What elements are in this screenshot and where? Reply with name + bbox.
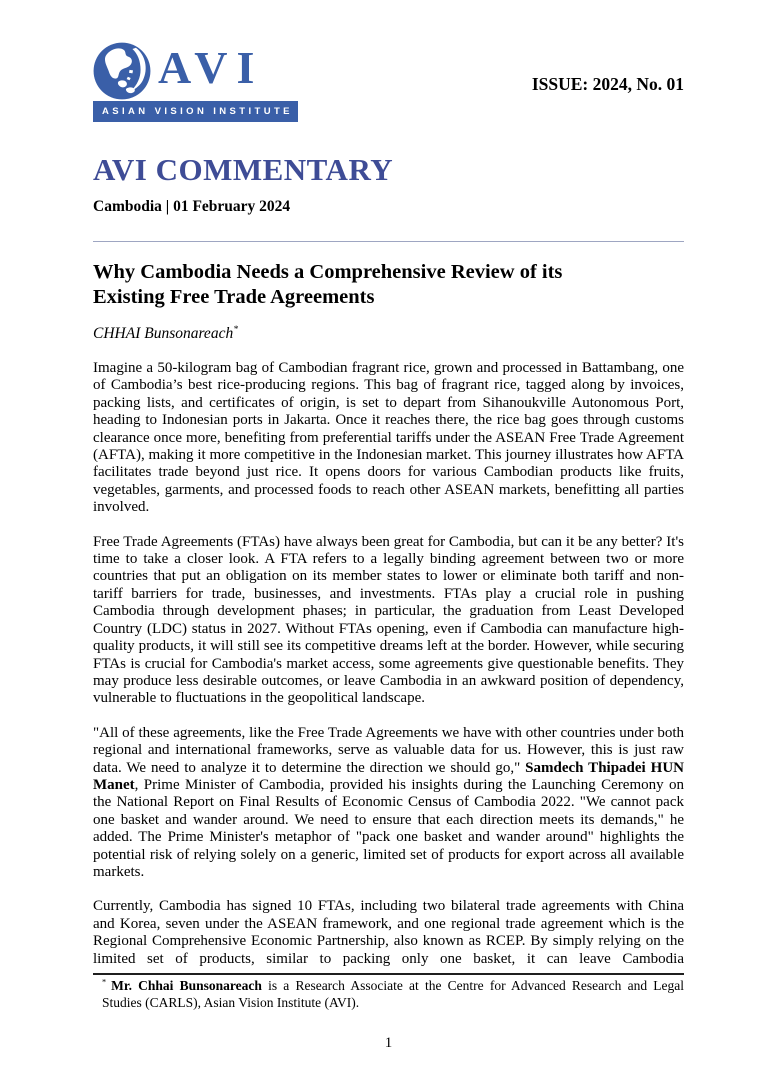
body-paragraph-1: Imagine a 50-kilogram bag of Cambodian fragrant rice, grown and processed in Battambang, one of Cambodia’s best rice-producing regions. This bag of fragrant rice, tagged along by invoices, packing lists, and certificates of origin, is set to depart from Sihanoukville Autonomous Port, heading to Indonesian ports in Jakarta. Once it reaches there, the rice bag goes through customs clearance once more, benefiting from preferential tariffs under the ASEAN Free Trade Agreement (AFTA), making it more competitive in the Indonesian market. This journey illustrates how AFTA facilitates trade beyond just rice. It opens doors for various Cambodian products like fruits, vegetables, garments, and processed foods to reach other ASEAN markets, benefitting all parties involved. [93,360,684,516]
avi-logo-row [93,42,298,100]
globe-asia-icon [93,42,151,100]
dateline: Cambodia | 01 February 2024 [93,198,291,215]
issue-label: ISSUE: 2024, No. 01 [531,74,684,94]
body-paragraph-4: Currently, Cambodia has signed 10 FTAs, including two bilateral trade agreements with China and Korea, seven under the ASEAN framework, and one regional trade agreement which is the Regional Comprehensive Economic Partnership, also known as RCEP. By simply relying on the limited set of products, similar to packing only one basket, it can leave Cambodia [93,898,684,967]
footnote-separator [93,973,684,975]
avi-logo-acronym: AVI [158,42,264,93]
masthead-title: AVI COMMENTARY [93,152,394,187]
body-paragraph-2: Free Trade Agreements (FTAs) have always been great for Cambodia, but can it be any better? It's time to take a closer look. A FTA refers to a legally binding agreement between two or more countries that put an obligation on its member states to lower or eliminate both tariff and non-tariff barriers for trade, businesses, and investments. FTAs play a crucial role in pushing Cambodia through development phases; in particular, the graduation from Least Developed Country (LDC) status in 2027. Without FTAs opening, even if Cambodia can manufacture high-quality products, it will still see its competitive dreams left at the border. However, while securing FTAs is crucial for Cambodia's market access, some agreements give questionable benefits. They may produce less desirable outcomes, or leave Cambodia in an awkward position of dependency, vulnerable to fluctuations in the geopolitical landscape. [93,533,684,707]
article-title-line1: Why Cambodia Needs a Comprehensive Review of its [93,261,563,283]
page-header [93,42,684,122]
article-title-line2: Existing Free Trade Agreements [93,286,375,308]
footnote: * Mr. Chhai Bunsonareach is a Research Associate at the Centre for Advanced Research and Legal Studies (CARLS), Asian Vision Institute (AVI). [102,977,684,1010]
article-title [93,260,684,310]
body-paragraph-3: "All of these agreements, like the Free Trade Agreements we have with other countries under both regional and international frameworks, serve as valuable data for us. However, this is just raw data. We need to analyze it to determine the direction we should go," Samdech Thipadei HUN Manet, Prime Minister of Cambodia, provided his insights during the Launching Ceremony on the National Report on Final Results of Economic Census of Cambodia 2022. "We cannot pack one basket and wander around. We need to ensure that each direction meets its demands," he added. The Prime Minister's metaphor of "pack one basket and wander around" highlights the potential risk of relying solely on a generic, limited set of products for export across all available markets. [93,724,684,880]
avi-logo-tagline: ASIAN VISION INSTITUTE [93,101,298,122]
masthead-divider [93,241,684,242]
author-byline: CHHAI Bunsonareach* [93,323,238,342]
avi-logo [93,42,298,122]
page-number: 1 [384,1035,393,1051]
article-body [93,360,684,968]
